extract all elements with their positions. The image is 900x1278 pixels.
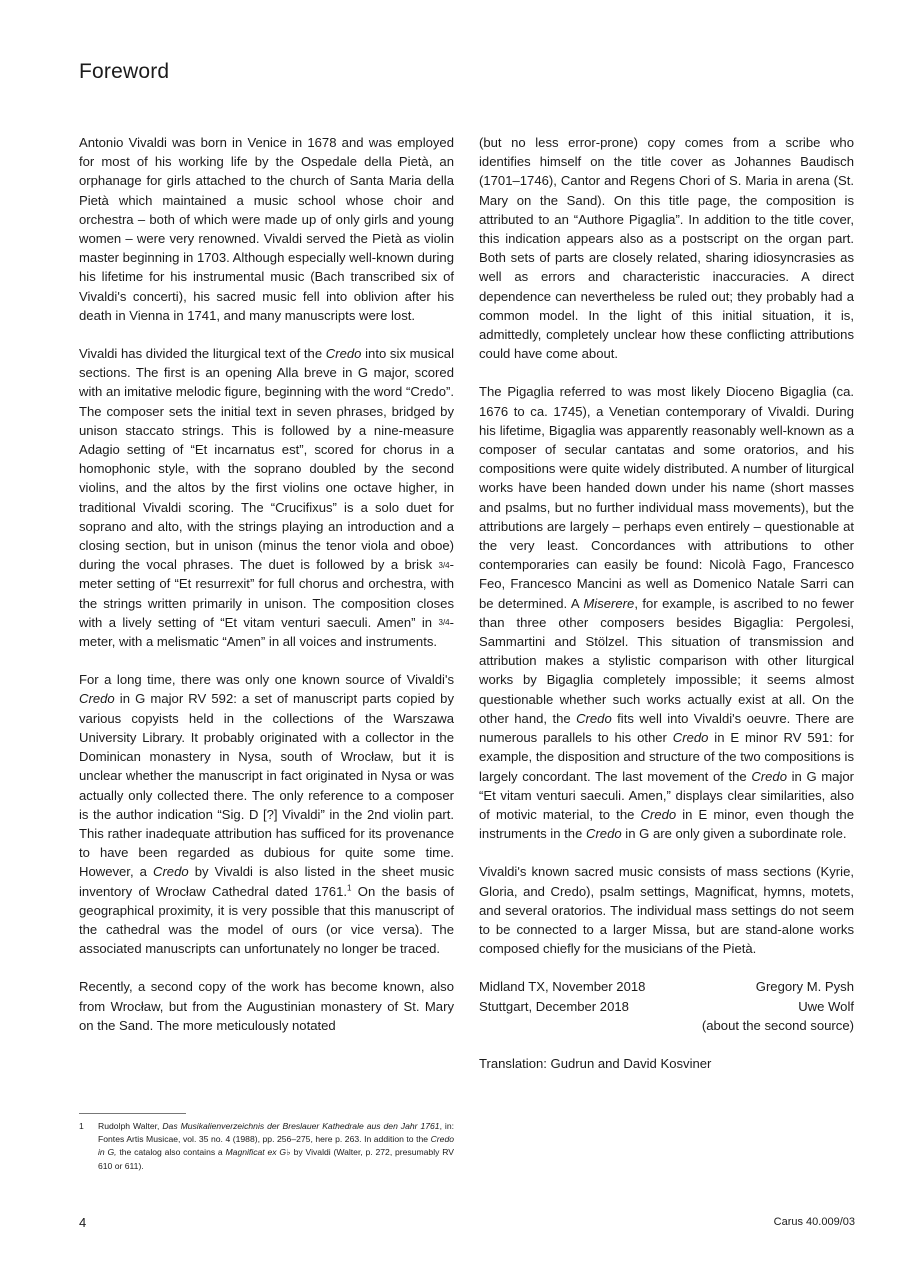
right-column [479,133,854,1092]
signature-place: Midland TX, November 2018 [479,979,646,995]
signature-line [479,997,854,1016]
signature-note: (about the second source) [701,1017,854,1033]
paragraph: Vivaldi's known sacred music consists of mass sections (Kyrie, Gloria, and Credo), psalm settings, Magnificat, hymns, motets, and several oratorios. The individual mass settings do not seem to be connected to a larger Missa, but are stand-alone works composed chiefly for the musicians of the Pietà. [479,864,854,957]
paragraph: The Pigaglia referred to was most likely Dioceno Bigaglia (ca. 1676 to ca. 1745), a Venetian contemporary of Vivaldi. During his lifetime, Bigaglia was apparently reasonably well-known as a composer of secular cantatas and some oratorios, and his compositions were quite widely distributed. A number of liturgical works have been handed down under his name (short masses and psalms, but no further individual mass movements), but the attributions are largely – perhaps even entirely – questionable at the very least. Concordances with attributions to other contemporaries can easily be found: Nicolà Fago, Francesco Feo, Francesco Mancini as well as Domenico Natale Sarri can be determined. A Miserere, for example, is ascribed to no fewer than three other composers besides Bigaglia: Pergolesi, Sammartini and Stölzel. This situation of transmission and attribution makes a stylistic comparison with other liturgical works by Bigaglia completely impossible; it seems almost questionable whether such works actually exist at all. On the other hand, the Credo fits well into Vivaldi's oeuvre. There are numerous parallels to his other Credo in E minor RV 591: for example, the disposition and structure of the two compositions is largely concordant. The last movement of the Credo in G major “Et vitam venturi saeculi. Amen,” displays clear similarities, also of motivic material, to the Credo in E minor, even though the instruments in the Credo in G are only given a subordinate role. [479,384,854,842]
paragraph: Recently, a second copy of the work has become known, also from Wrocław, but from the Augustinian monastery of St. Mary on the Sand. The more meticulously notated [79,979,454,1033]
paragraph: Antonio Vivaldi was born in Venice in 1678 and was employed for most of his working life by the Ospedale della Pietà, an orphanage for girls attached to the church of Santa Maria della Pietà which maintained a music school whose choir and orchestra – both of which were made up of only girls and young women – were very renowned. Vivaldi served the Pietà as violin master beginning in 1703. Although especially well-known during his lifetime for his instrumental music (Bach transcribed six of Vivaldi's concerti), his sacred music fell into oblivion after his death in Vienna in 1741, and many manuscripts were lost. [79,135,454,323]
left-column [79,133,454,1035]
signature-place: Stuttgart, December 2018 [479,998,629,1014]
footnote-text: Rudolph Walter, Das Musikalienverzeichnis der Breslauer Kathedrale aus den Jahr 1761, in: Fontes Artis Musicae, vol. 35 no. 4 (1988), pp. 256–275, here p. 263. In addition to the Credo in G, the catalog also contains a Magnificat ex G♭ by Vivaldi (Walter, p. 272, presumably RV 610 or 611). [98,1121,455,1171]
signature-line [479,977,854,996]
translation-credit: Translation: Gudrun and David Kosviner [479,1055,712,1071]
footnote-reference: 1 [347,883,352,893]
meter-fraction: 3/4 [438,560,450,570]
footnote [79,1120,454,1173]
paragraph: (but no less error-prone) copy comes from a scribe who identifies himself on the title cover as Johannes Baudisch (1701–1746), Cantor and Regens Chori of S. Maria in arena (St. Mary on the Sand). On this title page, the composition is attributed to an “Authore Pigaglia”. In addition to the title cover, this indication appears also as a postscript on the organ part. Both sets of parts are closely related, sharing idiosyncrasies as well as errors and characteristic inaccuracies. A direct dependence can nevertheless be ruled out; they probably had a common model. In the light of this initial situation, it is, admittedly, completely unclear how these conflicting attributions could have come about. [479,135,854,362]
signature-name: Gregory M. Pysh [755,979,854,995]
catalog-number: Carus 40.009/03 [773,1216,855,1228]
signature-name: Uwe Wolf [798,998,854,1014]
page-title: Foreword [79,60,170,83]
footnote-number: 1 [79,1121,84,1131]
paragraph: For a long time, there was only one known source of Vivaldi's Credo in G major RV 592: a set of manuscript parts copied by various copyists held in the collections of the Warszawa University Library. It probably originated with a collector in the Dominican monastery in Nysa, south of Wrocław, but it is unclear whether the manuscript in fact originated in Nysa or was actually only collected there. The only reference to a composer is the author indication “Sig. D [?] Vivaldi” in the 2nd violin part. This rather inadequate attribution has sufficed for its provenance to have been regarded as dubious for quite some time. However, a Credo by Vivaldi is also listed in the sheet music inventory of Wrocław Cathedral dated 1761.$^1$ On the basis of geographical proximity, it is very possible that this manuscript of the cathedral was the model of ours (or vice versa). The associated manuscripts can unfortunately no longer be traced. [79,672,454,957]
paragraph: Vivaldi has divided the liturgical text of the Credo into six musical sections. The first is an opening Alla breve in G major, scored with an imitative melodic figure, beginning with the word “Credo”. The composer sets the initial text in seven phrases, bridged by unison staccato strings. This is followed by a nine-measure Adagio setting of “Et incarnatus est”, scored for chorus in a homophonic style, with the soprano doubled by the second violins, and the altos by the first violins one octave higher, in traditional Vivaldi scoring. The “Crucifixus” is a solo duet for soprano and alto, with the strings playing an introduction and a closing section, but in unison (minus the tenor viola and oboe) during the vocal phrases. The duet is followed by a brisk 3/4-meter setting of “Et resurrexit” for full chorus and orchestra, with the strings written primarily in unison. The composition closes with a lively setting of “Et vitam venturi saeculi. Amen” in 3/4-meter, with a melismatic “Amen” in all voices and instruments. [79,346,454,650]
meter-fraction: 3/4 [438,618,450,628]
page-number: 4 [79,1215,87,1230]
footnote-divider [79,1113,186,1114]
